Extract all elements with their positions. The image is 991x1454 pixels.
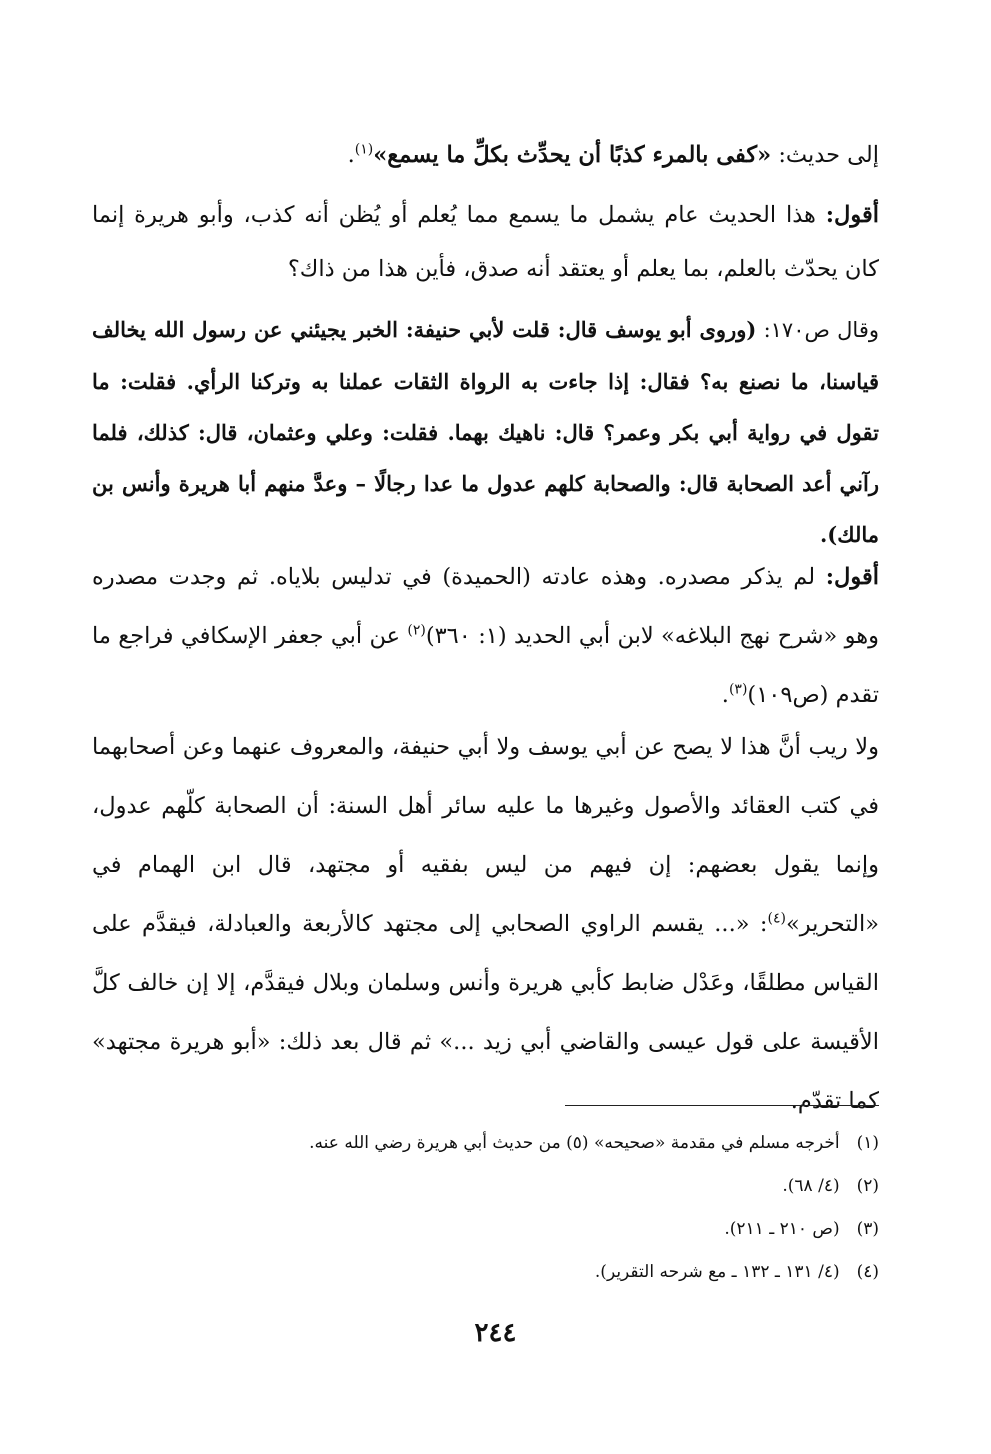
hadith-quote: «كفى بالمرء كذبًا أن يحدِّث بكلِّ ما يسمع»	[373, 142, 772, 168]
footnote-text: أخرجه مسلم في مقدمة «صحيحه» (٥) من حديث أبي هريرة رضي الله عنه.	[309, 1133, 840, 1153]
footnote-number: (١)	[856, 1133, 879, 1153]
footnote-ref-2[interactable]: (٢)	[407, 622, 426, 639]
footnote-3	[130, 1208, 879, 1251]
paragraph-4-text-a: لم يذكر مصدره. وهذه عادته (الحميدة) في تدليس بلاياه. ثم وجدت مصدره وهو «شرح نهج البلاغه» لابن أبي الحديد (١: ٣٦٠)	[92, 564, 879, 649]
paragraph-1	[92, 128, 879, 182]
footnote-text: (٤/ ١٣١ ـ ١٣٢ ـ مع شرحه التقرير).	[594, 1262, 840, 1282]
paragraph-4-text-c: .	[721, 682, 729, 708]
paragraph-2	[92, 188, 879, 296]
paragraph-4-text-b: عن أبي جعفر الإسكافي فراجع ما تقدم (ص١٠٩)	[92, 623, 879, 708]
footnote-2	[130, 1165, 879, 1208]
footnote-ref-4[interactable]: (٤)	[767, 910, 786, 927]
paragraph-2-keyword: أقول:	[825, 202, 879, 228]
footnote-1	[130, 1122, 879, 1165]
footnote-ref-3[interactable]: (٣)	[728, 681, 748, 698]
paragraph-2-text: هذا الحديث عام يشمل ما يسمع مما يُعلم أو يُظن أنه كذب، وأبو هريرة إنما كان يحدّث بالعلم، بما يعلم أو يعتقد أنه صدق، فأين هذا من ذاك؟	[92, 202, 879, 282]
page-number: ٢٤٤	[474, 1318, 517, 1348]
footnote-number: (٣)	[856, 1219, 879, 1239]
paragraph-5-text-a: ولا ريب أنَّ هذا لا يصح عن أبي يوسف ولا أبي حنيفة، والمعروف عنهما وعن أصحابهما في كتب العقائد والأصول وغيرها ما عليه سائر أهل السنة: أن الصحابة كلّهم عدول، وإنما يقول بعضهم: إن فيهم من ليس بفقيه أو مجتهد، قال ابن الهمام في «التحرير»	[92, 734, 879, 937]
paragraph-1-text-a: إلى حديث:	[771, 142, 879, 168]
footnotes-section	[130, 1122, 879, 1294]
footnote-text: (ص ٢١٠ ـ ٢١١).	[724, 1219, 840, 1239]
paragraph-3	[92, 304, 879, 560]
paragraph-4-keyword: أقول:	[825, 564, 879, 590]
footnote-number: (٤)	[856, 1262, 879, 1282]
footnote-divider	[565, 1105, 879, 1106]
paragraph-4	[92, 548, 879, 725]
paragraph-1-text-b: .	[347, 142, 355, 168]
paragraph-3-lead: وقال ص١٧٠:	[756, 318, 879, 342]
footnote-text: (٤/ ٦٨).	[782, 1176, 840, 1196]
footnote-4	[130, 1251, 879, 1294]
footnote-number: (٢)	[856, 1176, 879, 1196]
paragraph-3-quoted-text: (وروى أبو يوسف قال: قلت لأبي حنيفة: الخبر يجيئني عن رسول الله يخالف قياسنا، ما نصنع به؟ فقال: إذا جاءت به الرواة الثقات عملنا به وتركنا الرأي. فقلت: ما تقول في رواية أبي بكر وعمر؟ قال: ناهيك بهما. فقلت: وعلي وعثمان، قال: كذلك، فلما رآني أعد الصحابة قال: والصحابة كلهم عدول ما عدا رجالًا – وعدَّ منهم أبا هريرة وأنس بن مالك).	[92, 317, 879, 547]
paragraph-5-text-b: : «... يقسم الراوي الصحابي إلى مجتهد كالأربعة والعبادلة، فيقدَّم على القياس مطلقًا، وعَدْل ضابط كأبي هريرة وأنس وسلمان وبلال فيقدَّم، إلا إن خالف كلَّ الأقيسة على قول عيسى والقاضي أبي زيد ...» ثم قال بعد ذلك: «أبو هريرة مجتهد» كما تقدّم.	[92, 911, 879, 1114]
footnote-ref-1[interactable]: (١)	[354, 141, 374, 158]
paragraph-5	[92, 718, 879, 1131]
